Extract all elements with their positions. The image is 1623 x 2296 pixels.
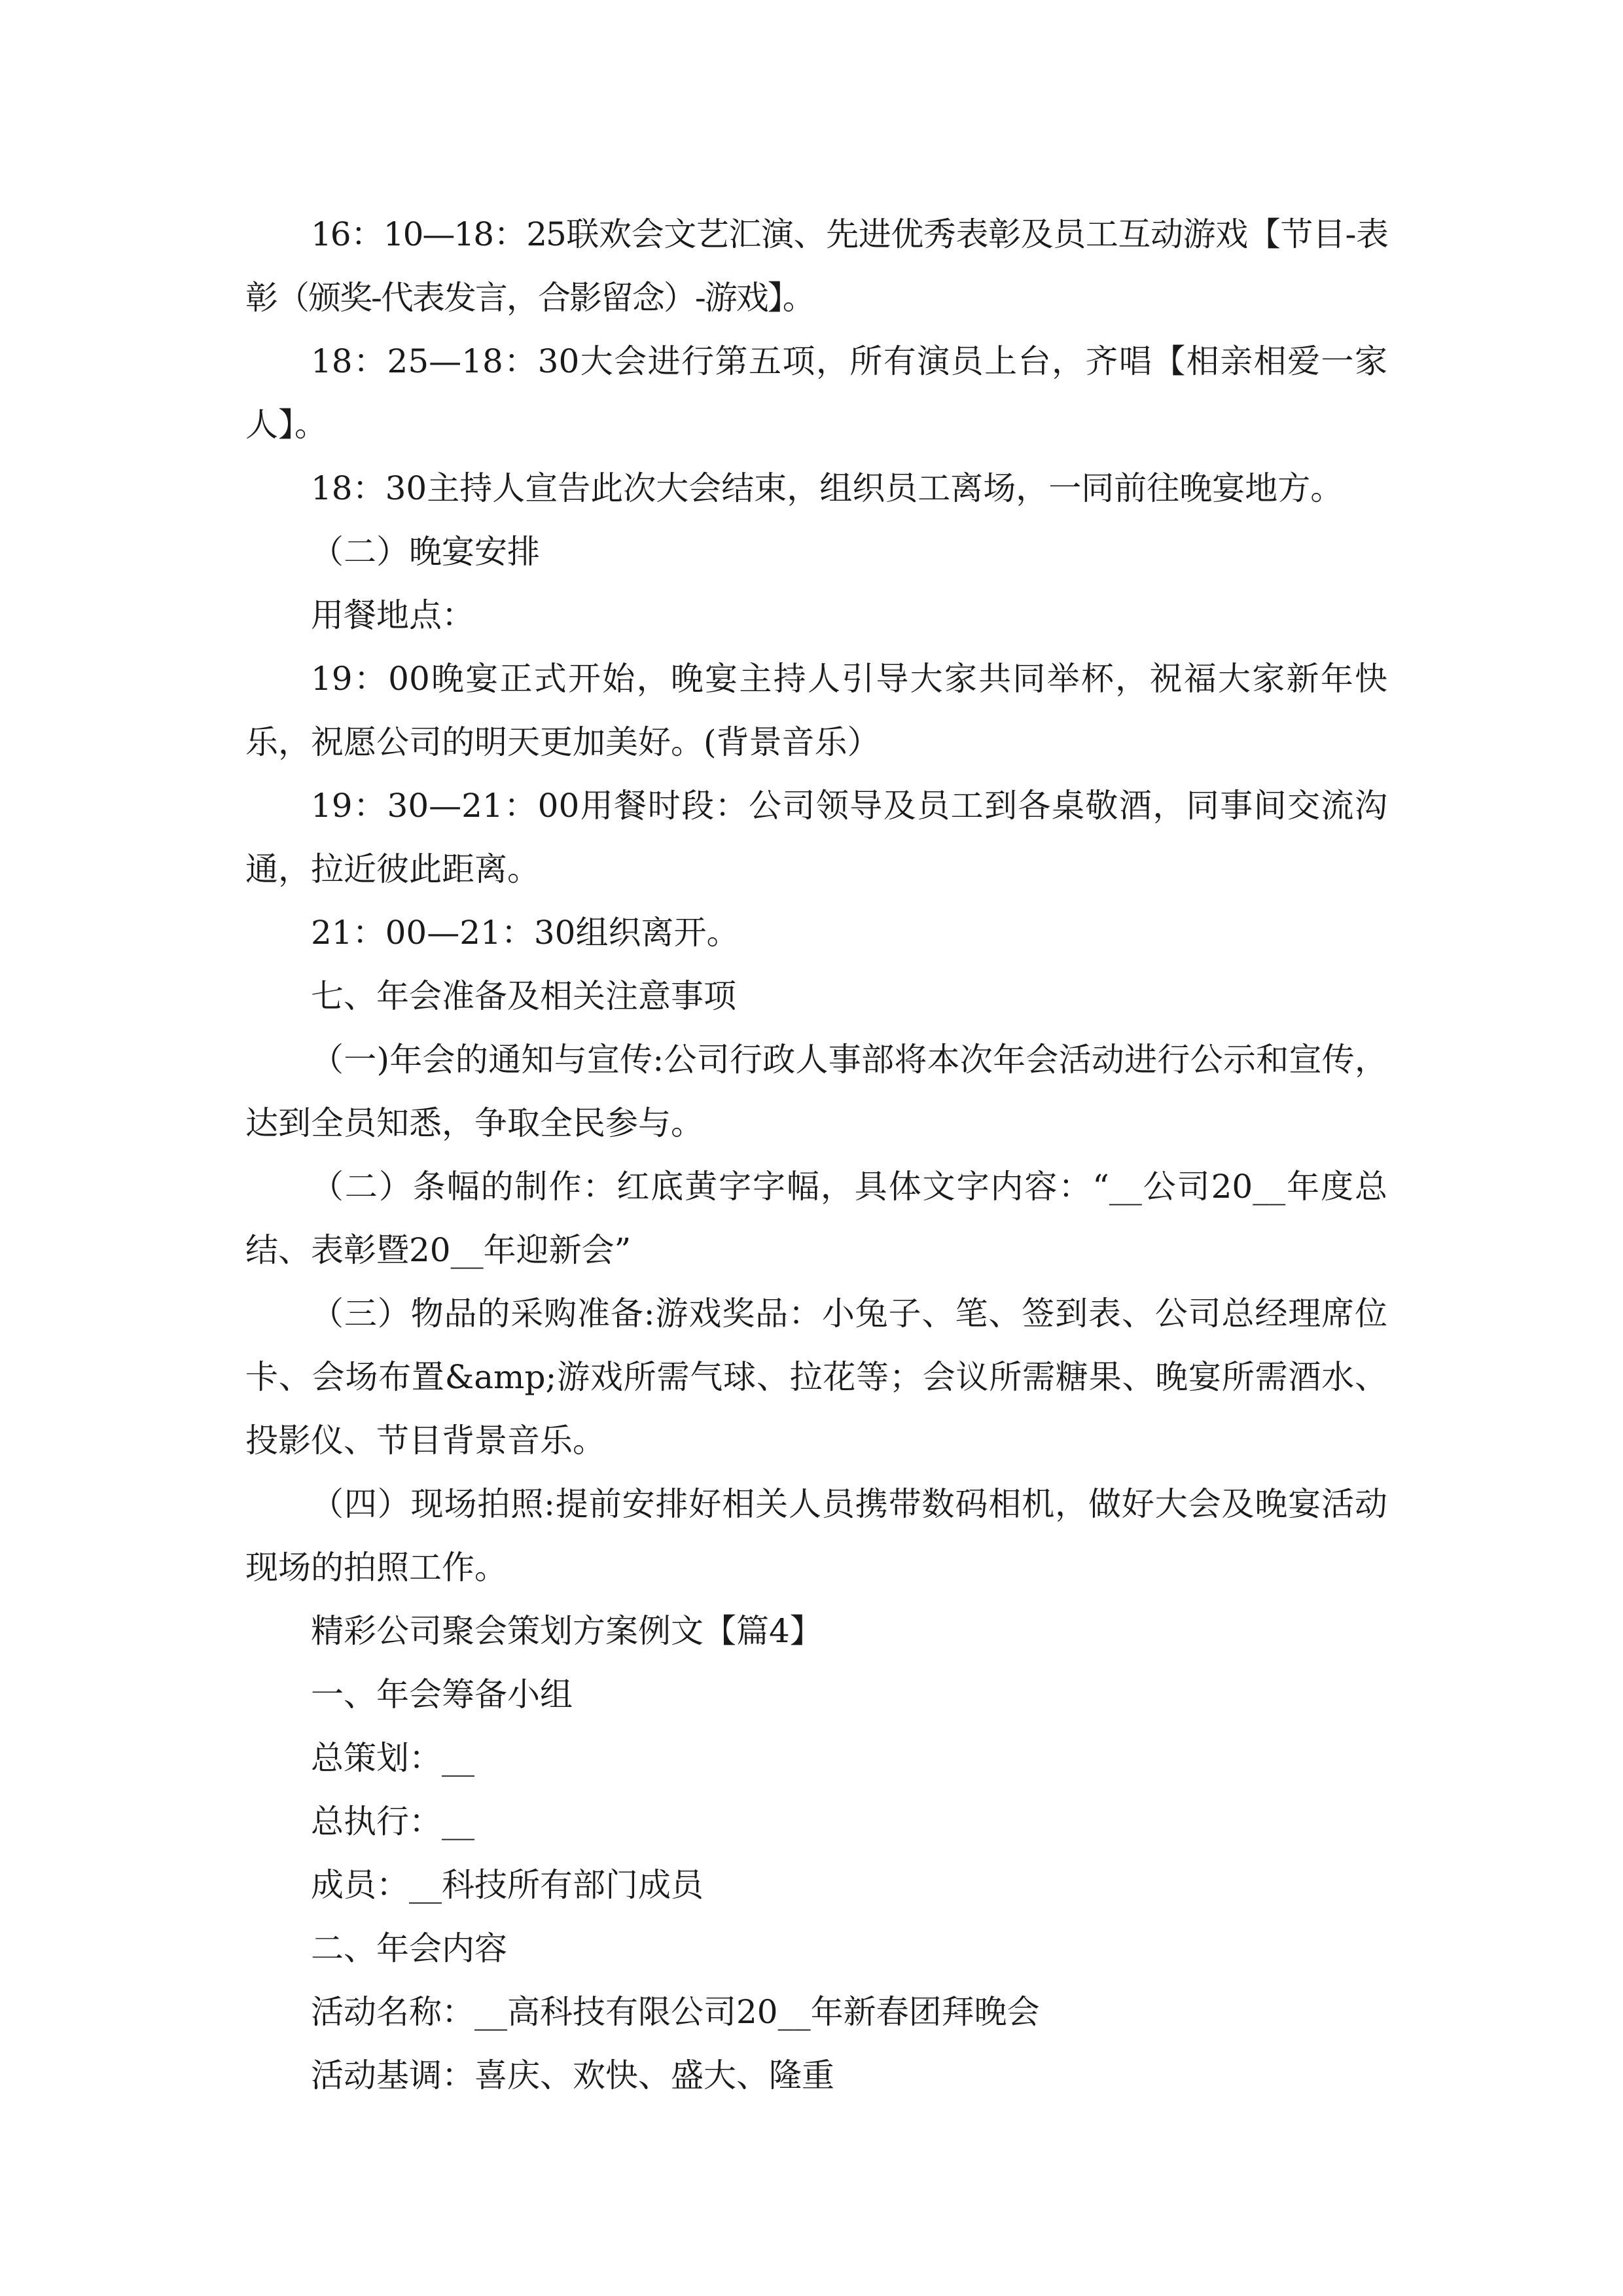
paragraph-program-schedule: 16：10—18：25联欢会文艺汇演、先进优秀表彰及员工互动游戏【节目-表彰（颁奖-代表发言，合影留念）-游戏】。 bbox=[245, 215, 1387, 317]
section-heading-content: 二、年会内容 bbox=[311, 1929, 507, 1967]
paragraph-chief-planner: 总策划：__ bbox=[311, 1739, 474, 1777]
section-heading-team: 一、年会筹备小组 bbox=[311, 1676, 573, 1713]
paragraph-chief-executive: 总执行：__ bbox=[311, 1803, 474, 1840]
paragraph-banquet-heading: （二）晚宴安排 bbox=[311, 533, 540, 571]
article-title-part4: 精彩公司聚会策划方案例文【篇4】 bbox=[311, 1612, 823, 1650]
paragraph-meeting-end: 18：30主持人宣告此次大会结束，组织员工离场，一同前往晚宴地方。 bbox=[311, 469, 1344, 507]
paragraph-members: 成员：__科技所有部门成员 bbox=[311, 1866, 704, 1904]
paragraph-dining-location: 用餐地点： bbox=[311, 596, 474, 634]
document-body bbox=[245, 203, 1387, 2108]
paragraph-banquet-start: 19：00晚宴正式开始，晚宴主持人引导大家共同举杯，祝福大家新年快乐，祝愿公司的明天更加美好。(背景音乐） bbox=[245, 660, 1387, 761]
paragraph-event-tone: 活动基调：喜庆、欢快、盛大、隆重 bbox=[311, 2056, 834, 2094]
paragraph-leave: 21：00—21：30组织离开。 bbox=[311, 914, 740, 952]
paragraph-banner: （二）条幅的制作：红底黄字字幅，具体文字内容：“__公司20__年度总结、表彰暨20__年迎新会” bbox=[245, 1168, 1387, 1269]
paragraph-purchase: （三）物品的采购准备:游戏奖品：小兔子、笔、签到表、公司总经理席位卡、会场布置&amp;游戏所需气球、拉花等；会议所需糖果、晚宴所需酒水、投影仪、节目背景音乐。 bbox=[245, 1295, 1387, 1460]
paragraph-event-name: 活动名称：__高科技有限公司20__年新春团拜晚会 bbox=[311, 1993, 1040, 2031]
section-heading-preparation: 七、年会准备及相关注意事项 bbox=[311, 977, 736, 1015]
paragraph-dining-period: 19：30—21：00用餐时段：公司领导及员工到各桌敬酒，同事间交流沟通，拉近彼此距离。 bbox=[245, 787, 1387, 888]
paragraph-photo: （四）现场拍照:提前安排好相关人员携带数码相机，做好大会及晚宴活动现场的拍照工作。 bbox=[245, 1485, 1387, 1587]
paragraph-chorus: 18：25—18：30大会进行第五项，所有演员上台，齐唱【相亲相爱一家人】。 bbox=[245, 342, 1387, 444]
paragraph-notice: （一)年会的通知与宣传:公司行政人事部将本次年会活动进行公示和宣传，达到全员知悉，争取全民参与。 bbox=[245, 1041, 1387, 1142]
